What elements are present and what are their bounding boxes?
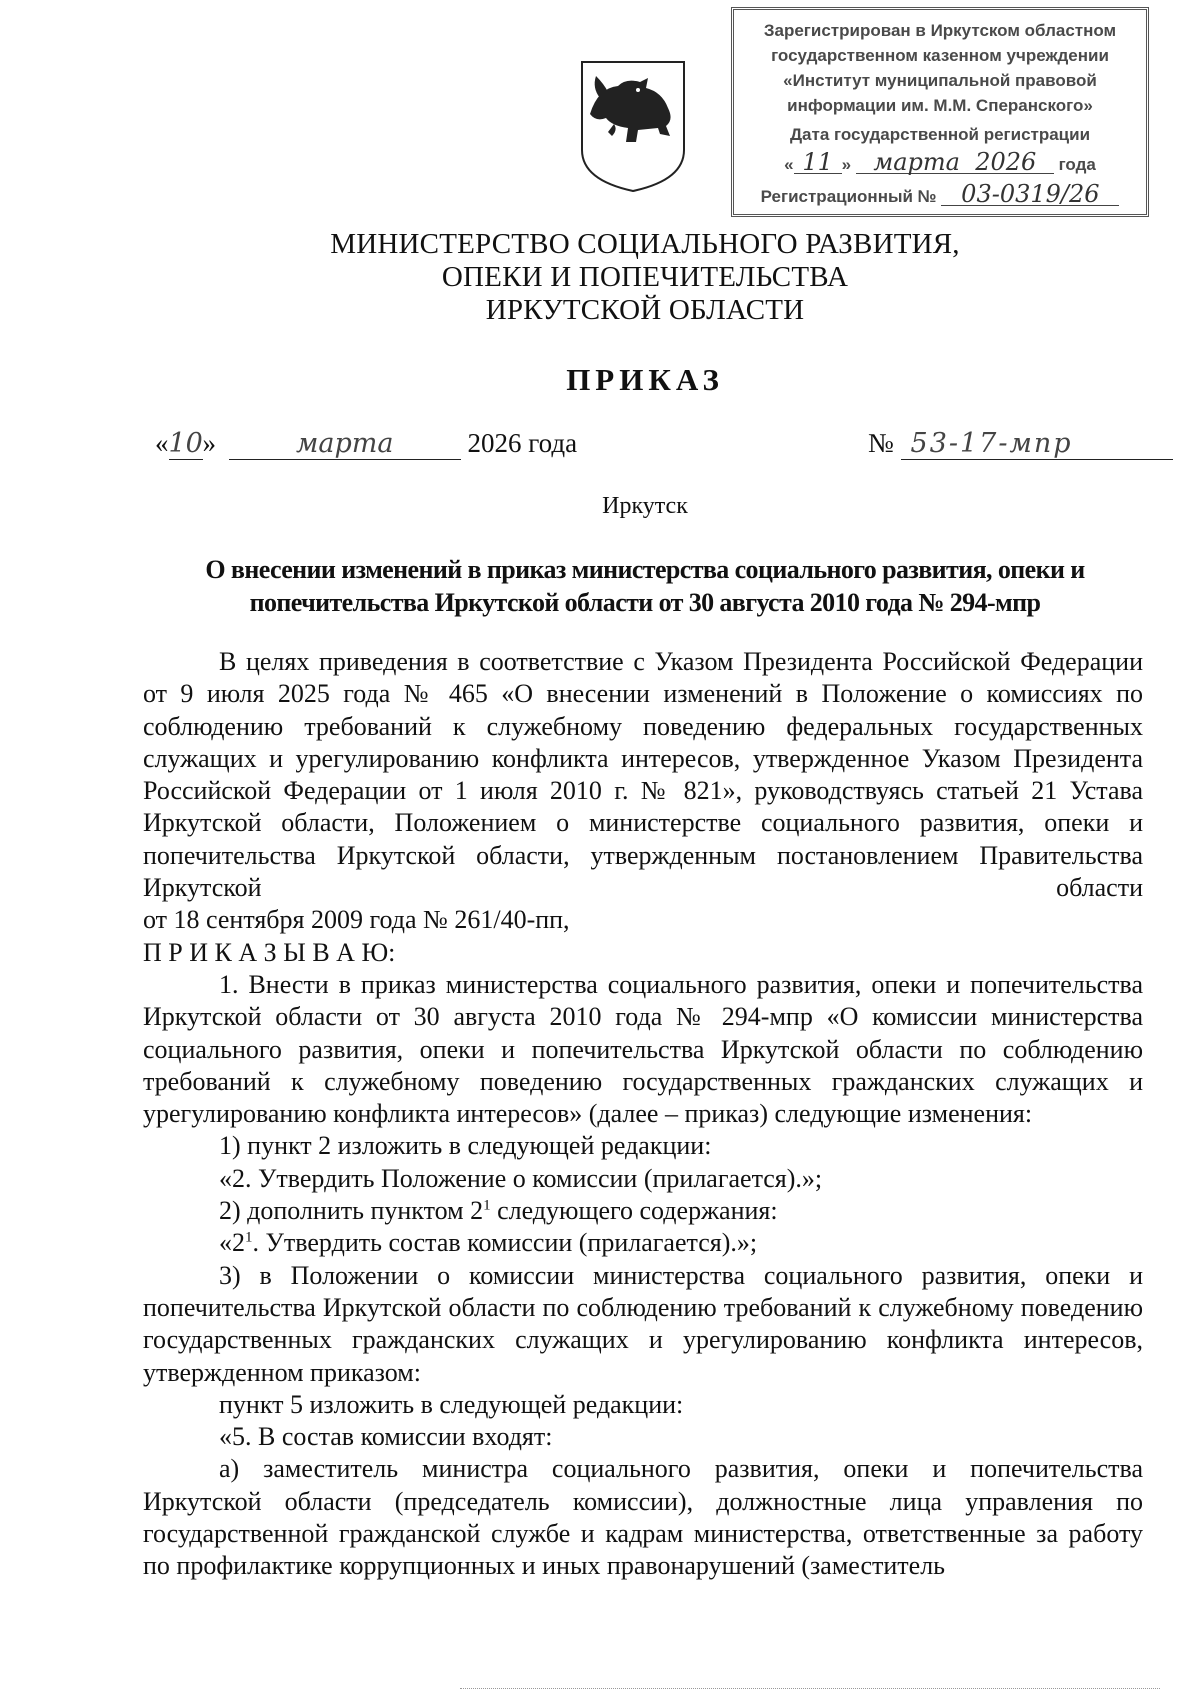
- city-name: Иркутск: [602, 493, 688, 519]
- stamp-year: 2026: [975, 148, 1037, 176]
- stamp-quote-open: «: [784, 155, 794, 174]
- body-paragraph: а) заместитель министра социального развития, опеки и попечительства Иркутской области (председатель комиссии), должностные лица управления по государственной гражданской службе и кадрам министерства, ответственные за работу по профилактике коррупционных и иных правонарушений (заместитель: [143, 1454, 1143, 1581]
- stamp-month-year: [856, 148, 1054, 176]
- stamp-line: Дата государственной регистрации: [789, 125, 1091, 144]
- document-subject: О внесении изменений в приказ министерства социального развития, опеки и попечительства Иркутской области от 30 августа 2010 года № 294-мпр: [205, 555, 1085, 617]
- stamp-line: информации им. М.М. Сперанского»: [787, 96, 1093, 115]
- superscript: 1: [245, 1229, 253, 1246]
- stamp-month: марта: [873, 148, 960, 176]
- document-body: [143, 646, 1143, 1583]
- body-paragraph: «5. В состав комиссии входят:: [219, 1422, 553, 1452]
- stamp-day: 11: [794, 151, 842, 174]
- body-paragraph: 1) пункт 2 изложить в следующей редакции:: [219, 1131, 712, 1161]
- document-type-title: ПРИКАЗ: [566, 362, 724, 397]
- order-day: 10: [168, 428, 203, 459]
- stamp-line: государственном казенном учреждении: [771, 46, 1109, 65]
- body-paragraph: [143, 1195, 1143, 1227]
- body-text: . Утвердить состав комиссии (прилагается).»;: [252, 1228, 758, 1258]
- stamp-line: «Институт муниципальной правовой: [783, 71, 1097, 90]
- order-word: П Р И К А З Ы В А Ю:: [143, 937, 396, 967]
- date-quote-open: «: [155, 428, 169, 458]
- ministry-line: ОПЕКИ И ПОПЕЧИТЕЛЬСТВА: [441, 261, 849, 293]
- stamp-quote-close: »: [841, 155, 852, 174]
- page-bottom-divider: [460, 1688, 1160, 1689]
- body-paragraph: [143, 1227, 1143, 1259]
- stamp-reg-label: Регистрационный №: [760, 187, 937, 206]
- body-paragraph: В целях приведения в соответствие с Указом Президента Российской Федерации от 9 июля 2025 года № 465 «О внесении изменений в Положение о комиссиях по соблюдению требований к служебному поведению федеральных государственных служащих и урегулированию конфликта интересов, утвержденное Указом Президента Российской Федерации от 1 июля 2010 г. № 821», руководствуясь статьей 21 Устава Иркутской области, Положением о министерстве социального развития, опеки и попечительства Иркутской области, утвержденным постановлением Правительства Иркутской области: [143, 647, 1143, 903]
- order-year: 2026 года: [467, 428, 578, 458]
- body-paragraph: 3) в Положении о комиссии министерства социального развития, опеки и попечительства Иркутской области по соблюдению требований к служебному поведению государственных гражданских служащих и урегулированию конфликта интересов, утвержденном приказом:: [143, 1260, 1143, 1387]
- body-text: следующего содержания:: [490, 1196, 778, 1226]
- coat-of-arms-emblem: [578, 58, 688, 194]
- registration-stamp: [731, 7, 1149, 217]
- stamp-year-word: года: [1058, 155, 1096, 174]
- body-text: «2: [219, 1228, 245, 1258]
- body-paragraph: 1. Внести в приказ министерства социального развития, опеки и попечительства Иркутской области от 30 августа 2010 года № 294-мпр «О комиссии министерства социального развития, опеки и попечительства Иркутской области по соблюдению требований к служебному поведению государственных гражданских служащих и урегулированию конфликта интересов» (далее – приказ) следующие изменения:: [143, 969, 1143, 1129]
- body-paragraph: «2. Утвердить Положение о комиссии (прилагается).»;: [219, 1163, 823, 1193]
- order-month: марта: [229, 429, 461, 460]
- stamp-reg-number: 03-0319/26: [941, 183, 1119, 206]
- stamp-date-line: [734, 148, 1146, 177]
- order-number-value: 53-17-мпр: [901, 429, 1173, 460]
- stamp-reg-line: [734, 180, 1146, 209]
- order-date: [155, 428, 577, 460]
- order-number-label: №: [868, 428, 894, 458]
- ministry-name: [0, 228, 1200, 327]
- body-text: 2) дополнить пунктом 2: [219, 1196, 484, 1226]
- ministry-line: МИНИСТЕРСТВО СОЦИАЛЬНОГО РАЗВИТИЯ,: [330, 228, 960, 260]
- stamp-line: Зарегистрирован в Иркутском областном: [763, 21, 1117, 40]
- ministry-line: ИРКУТСКОЙ ОБЛАСТИ: [485, 294, 805, 326]
- body-paragraph: от 18 сентября 2009 года № 261/40-пп,: [143, 905, 570, 935]
- order-number: [868, 428, 1173, 460]
- body-paragraph: пункт 5 изложить в следующей редакции:: [219, 1389, 684, 1419]
- date-quote-close: »: [202, 428, 216, 458]
- superscript: 1: [483, 1197, 491, 1214]
